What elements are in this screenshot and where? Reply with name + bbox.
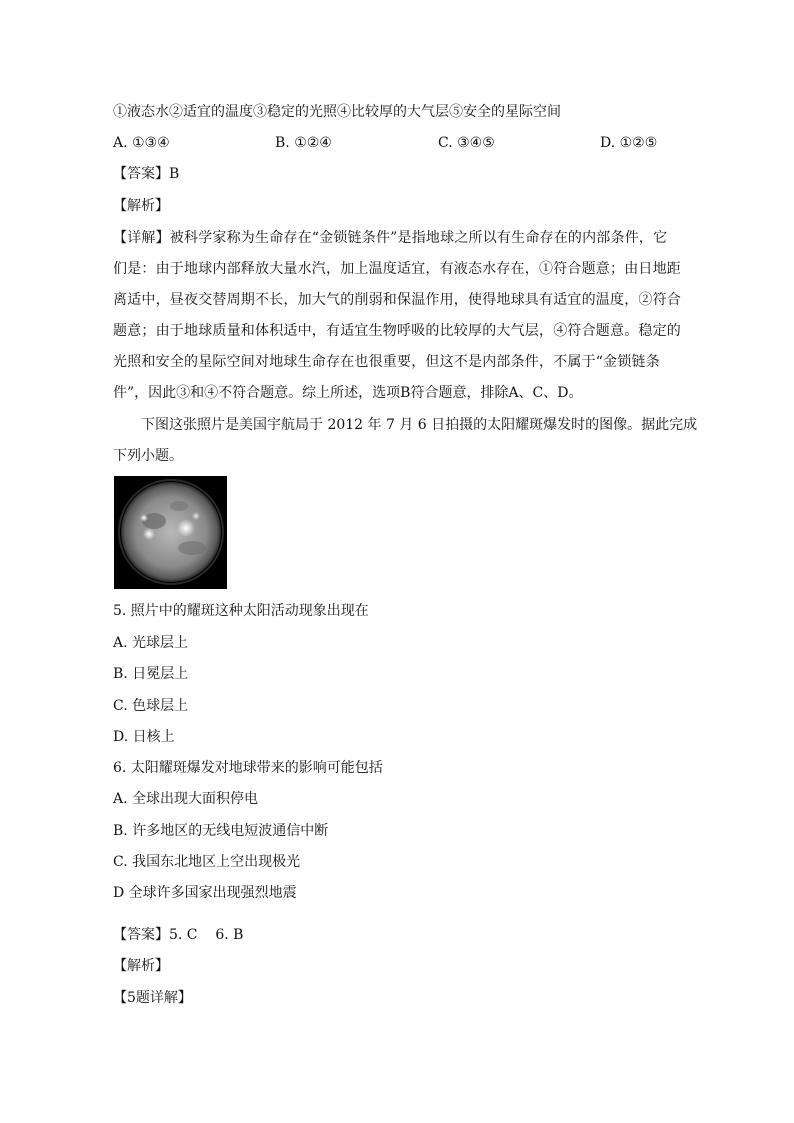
q4-detail-line-6: 件”，因此③和④不符合题意。综上所述，选项B符合题意，排除A、C、D。 [113,385,583,401]
q6-option-c: C. 我国东北地区上空出现极光 [113,854,301,870]
q4-option-b: B. ①②④ [275,135,332,151]
q4-detail-line-5: 光照和安全的星际空间对地球生命存在也很重要，但这不是内部条件，不属于“金锁链条 [113,354,660,370]
q4-option-c: C. ③④⑤ [438,135,495,151]
q5-option-c: C. 色球层上 [113,698,189,714]
q4-analysis-label: 【解析】 [113,198,169,214]
answers-5-6: 【答案】5. C 6. B [113,927,244,943]
q4-option-a: A. ①③④ [113,135,170,151]
q5-detail-label: 【5题详解】 [113,990,192,1006]
intro-line-1: 下图这张照片是美国宇航局于 2012 年 7 月 6 日拍摄的太阳耀斑爆发时的图像。据此完成 [141,417,698,433]
q6-option-a: A. 全球出现大面积停电 [113,791,259,807]
q5-option-d: D. 日核上 [113,729,175,745]
q5-stem: 5. 照片中的耀斑这种太阳活动现象出现在 [113,603,369,619]
sun-image-icon [114,476,227,589]
q5-option-b: B. 日冕层上 [113,666,189,682]
q4-option-d: D. ①②⑤ [600,135,658,151]
q6-stem: 6. 太阳耀斑爆发对地球带来的影响可能包括 [113,760,383,776]
q4-detail-line-3: 离适中，昼夜交替周期不长，加大气的削弱和保温作用，使得地球具有适宜的温度，②符合 [113,292,681,308]
q6-option-b: B. 许多地区的无线电短波通信中断 [113,823,329,839]
q4-detail-line-4: 题意；由于地球质量和体积适中，有适宜生物呼吸的比较厚的大气层，④符合题意。稳定的 [113,323,681,339]
analysis-label-2: 【解析】 [113,958,169,974]
q5-option-a: A. 光球层上 [113,635,189,651]
sun-flare-photo [114,476,227,589]
q4-detail-line-2: 们是：由于地球内部释放大量水汽，加上温度适宜，有液态水存在，①符合题意；由日地距 [113,261,681,277]
q4-answer: 【答案】B [113,166,180,182]
q6-option-d: D 全球许多国家出现强烈地震 [113,885,297,901]
q4-detail-line-1: 【详解】被科学家称为生命存在“金锁链条件”是指地球之所以有生命存在的内部条件，它 [113,230,668,246]
intro-line-2: 下列小题。 [113,448,183,464]
q4-conditions: ①液态水②适宜的温度③稳定的光照④比较厚的大气层⑤安全的星际空间 [113,104,561,120]
